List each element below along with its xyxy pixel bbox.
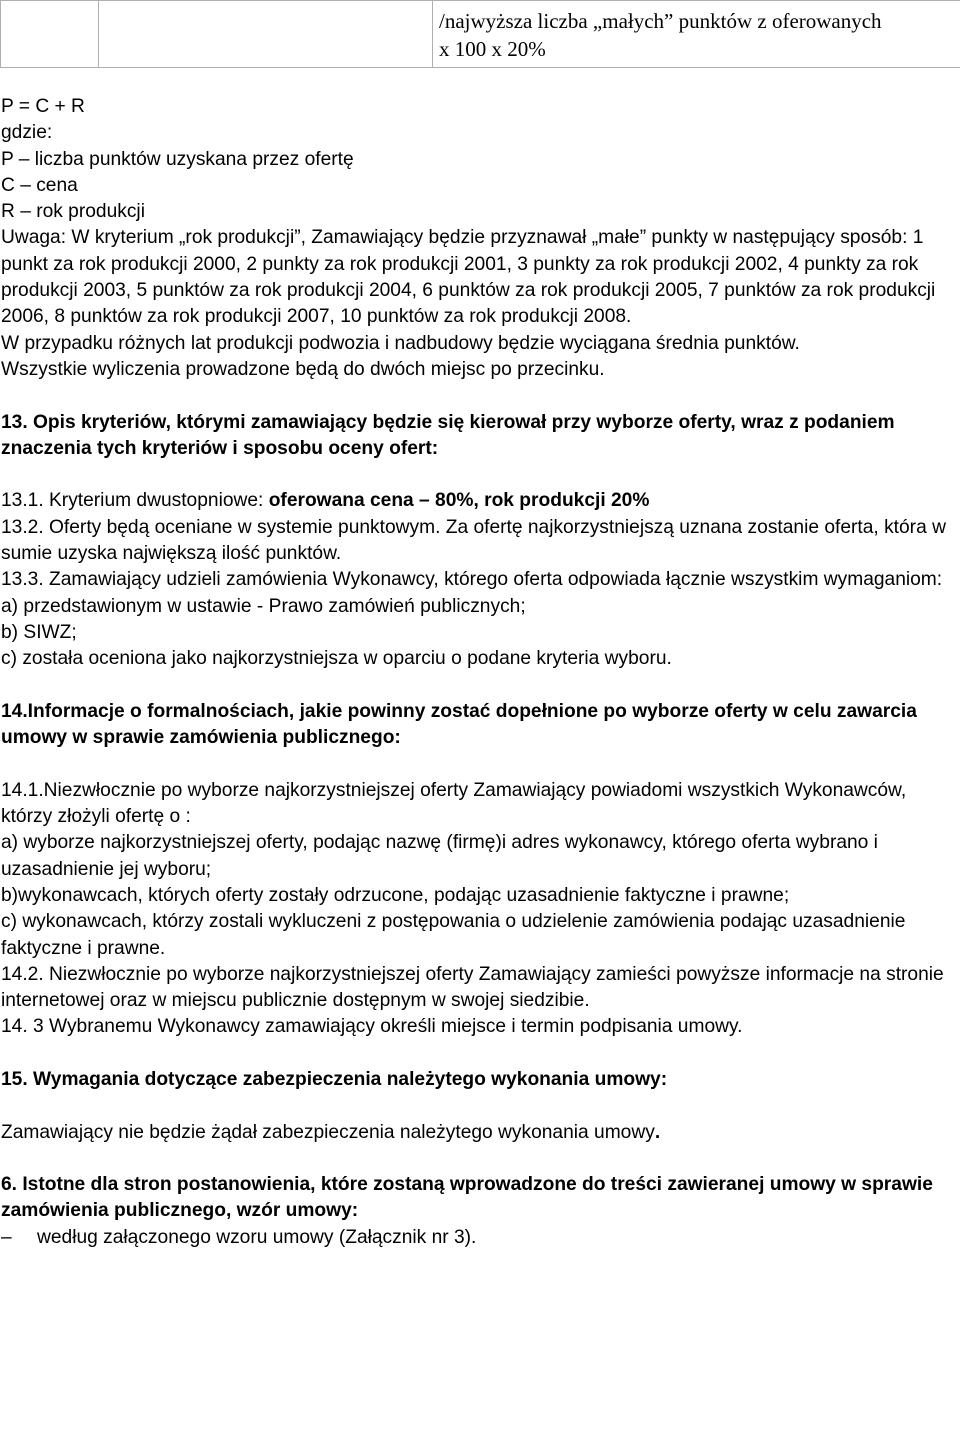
formula-where: gdzie:: [1, 122, 53, 144]
formula-equation: P = C + R: [1, 96, 85, 117]
section-14-1: 14.1.Niezwłocznie po wyborze najkorzystniejszej oferty Zamawiający powiadomi wszystkich Wykonawców, którzy złożyli ofertę o :: [1, 779, 907, 828]
section-14-1-b: b)wykonawcach, których oferty zostały odrzucone, podając uzasadnienie faktyczne i prawne;: [1, 884, 790, 906]
section-13-3-a: a) przedstawionym w ustawie - Prawo zamówień publicznych;: [1, 595, 526, 617]
header-line-1: /najwyższa liczba „małych” punktów z oferowanych: [439, 9, 882, 33]
formula-r-definition: R – rok produkcji: [1, 201, 145, 223]
section-13-1: [1, 488, 959, 514]
section-14-heading: 14.Informacje o formalnościach, jakie powinny zostać dopełnione po wyborze oferty w celu zawarcia umowy w sprawie zamówienia publicznego:: [1, 700, 917, 749]
formula-p-definition: P – liczba punktów uzyskana przez ofertę: [1, 148, 354, 170]
formula-c-definition: C – cena: [1, 174, 78, 196]
section-14-1-a: a) wyborze najkorzystniejszej oferty, podając nazwę (firmę)i adres wykonawcy, którego oferta wybrano i uzasadnienie jej wyboru;: [1, 832, 878, 880]
header-table: [0, 0, 960, 68]
section-13-3-b: b) SIWZ;: [1, 621, 77, 643]
section-15-statement: Zamawiający nie będzie żądał zabezpieczenia należytego wykonania umowy: [1, 1121, 655, 1143]
section-6-heading: 6. Istotne dla stron postanowienia, które zostaną wprowadzone do treści zawieranej umowy w sprawie zamówienia publicznego, wzór umowy:: [1, 1174, 933, 1222]
header-cell-empty-2: [99, 1, 433, 68]
section-15-period: .: [654, 1121, 661, 1143]
scoring-note: Uwaga: W kryterium „rok produkcji”, Zamawiający będzie przyznawał „małe” punkty w następujący sposób: 1 punkt za rok produkcji 2000, 2 punkty za rok produkcji 2001, 3 punkty za rok produkcji 2002, 4 punkty za rok produkcji 2003, 5 punktów za rok produkcji 2004, 6 punktów za rok produkcji 2005, 7 punktów za rok produkcji 2006, 8 punktów za rok produkcji 2007, 10 punktów za rok produkcji 2008.: [1, 227, 936, 328]
bullet-dash: –: [1, 1226, 12, 1248]
section-13-1-criteria: oferowana cena – 80%, rok produkcji 20%: [268, 490, 650, 512]
section-14-1-c: c) wykonawcach, którzy zostali wykluczeni z postępowania o udzielenie zamówienia podając uzasadnienie faktyczne i prawne.: [1, 911, 906, 959]
document-body: [1, 94, 959, 1251]
section-6-item-text: według załączonego wzoru umowy (Załącznik nr 3).: [37, 1226, 477, 1248]
section-15-heading: 15. Wymagania dotyczące zabezpieczenia należytego wykonania umowy:: [1, 1068, 668, 1090]
section-13-3-c: c) została oceniona jako najkorzystniejsza w oparciu o podane kryteria wyboru.: [1, 648, 672, 670]
section-14-3: 14. 3 Wybranemu Wykonawcy zamawiający określi miejsce i termin podpisania umowy.: [1, 1016, 743, 1038]
section-14-2: 14.2. Niezwłocznie po wyborze najkorzystniejszej oferty Zamawiający zamieści powyższe informacje na stronie internetowej oraz w miejscu publicznie dostępnym w swojej siedzibie.: [1, 963, 944, 1012]
header-cell-empty-1: [1, 1, 99, 68]
section-13-1-label: 13.1. Kryterium dwustopniowe:: [1, 490, 269, 512]
section-13-heading: 13. Opis kryteriów, którymi zamawiający będzie się kierował przy wyborze oferty, wraz z podaniem znaczenia tych kryteriów i sposobu oceny ofert:: [1, 411, 895, 459]
section-6-item: [1, 1225, 959, 1251]
header-cell-text: [433, 1, 960, 68]
section-15-text: [1, 1120, 959, 1146]
section-13-2: 13.2. Oferty będą oceniane w systemie punktowym. Za ofertę najkorzystniejszą uznana zostanie oferta, która w sumie uzyska największą ilość punktów.: [1, 516, 946, 565]
section-13-3: 13.3. Zamawiający udzieli zamówienia Wykonawcy, którego oferta odpowiada łącznie wszystkim wymaganiom:: [1, 569, 943, 591]
header-line-2: x 100 x 20%: [439, 37, 546, 61]
average-note: W przypadku różnych lat produkcji podwozia i nadbudowy będzie wyciągana średnia punktów.: [1, 332, 800, 354]
rounding-note: Wszystkie wyliczenia prowadzone będą do dwóch miejsc po przecinku.: [1, 358, 605, 380]
